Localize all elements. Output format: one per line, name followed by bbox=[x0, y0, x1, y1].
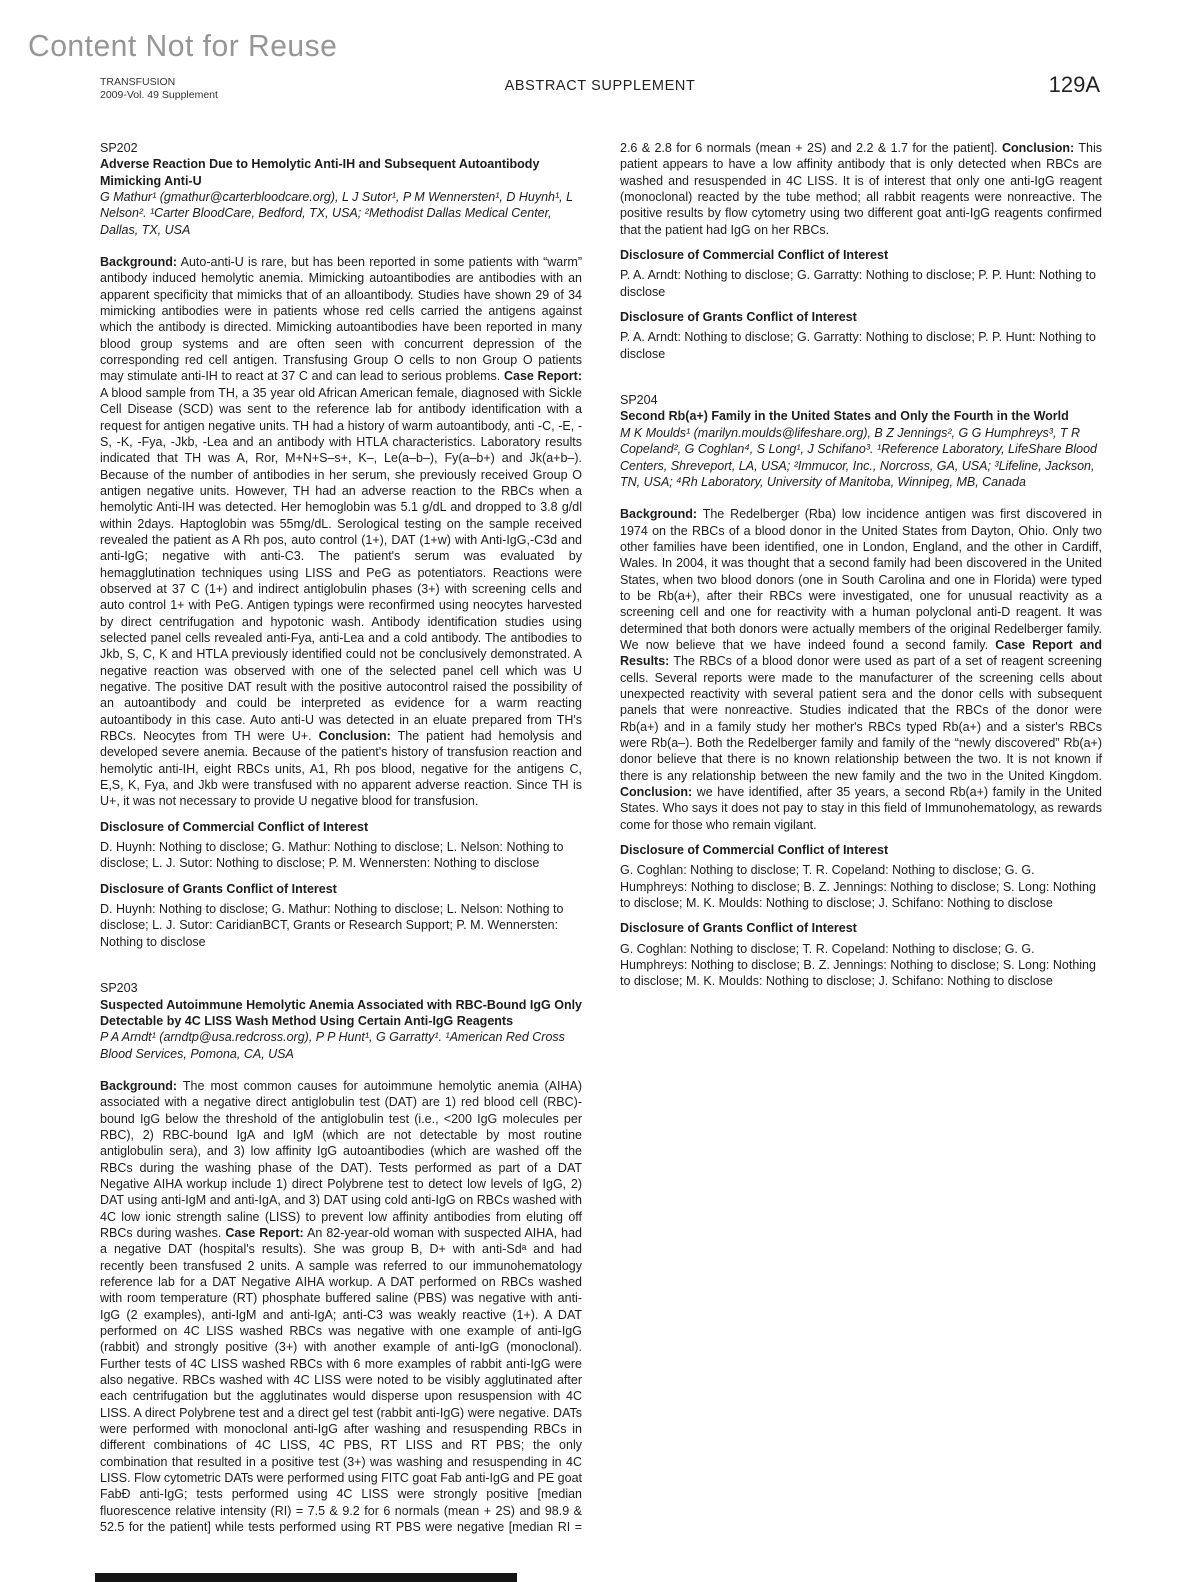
disclosure-grants bbox=[620, 309, 1102, 362]
running-head: ABSTRACT SUPPLEMENT bbox=[504, 78, 696, 94]
abstract-title: Suspected Autoimmune Hemolytic Anemia Associated with RBC-Bound IgG Only Detectable by 4C LISS Wash Method Using Certain Anti-IgG Reagents bbox=[100, 997, 583, 1028]
abstract-id: SP204 bbox=[620, 393, 658, 408]
abstract-id: SP202 bbox=[100, 141, 138, 155]
disclosure-heading: Disclosure of Commercial Conflict of Interest bbox=[100, 819, 369, 834]
disclosure-commercial bbox=[100, 819, 582, 872]
disclosure-text: P. A. Arndt: Nothing to disclose; G. Garratty: Nothing to disclose; P. P. Hunt: Nothing to disclose bbox=[620, 330, 1096, 361]
abstract-authors: P A Arndt¹ (arndtp@usa.redcross.org), P P Hunt¹, G Garratty¹. ¹American Red Cross Blood Services, Pomona, CA, USA bbox=[100, 1030, 565, 1061]
abstract-title: Second Rb(a+) Family in the United States and Only the Fourth in the World bbox=[620, 409, 1069, 424]
page-header bbox=[100, 72, 1100, 102]
disclosure-text: G. Coghlan: Nothing to disclose; T. R. Copeland: Nothing to disclose; G. G. Humphreys: Nothing to disclose; B. Z. Jennings: Nothing to disclose; S. Long: Nothing to disclose; M. K. Moulds: Nothing to disclose; J. Schifano: Nothing to disclose bbox=[620, 863, 1096, 911]
journal-volume: 2009-Vol. 49 Supplement bbox=[100, 89, 218, 101]
abstracts-content bbox=[100, 140, 1102, 1548]
disclosure-heading: Disclosure of Grants Conflict of Interest bbox=[620, 310, 857, 325]
abstract-id: SP203 bbox=[100, 981, 138, 996]
abstract-authors: M K Moulds¹ (marilyn.moulds@lifeshare.org), B Z Jennings², G G Humphreys³, T R Copeland², G Coghlan⁴, S Long¹, J Schifano³. ¹Reference Laboratory, LifeShare Blood Centers, Shreveport, LA, USA; ²Immucor, Inc., Norcross, GA, USA; ³Lifeline, Jackson, TN, USA; ⁴Rh Laboratory, University of Manitoba, Winnipeg, MB, Canada bbox=[620, 425, 1097, 489]
disclosure-commercial bbox=[620, 247, 1102, 300]
abstract-header bbox=[100, 140, 582, 238]
disclosure-heading: Disclosure of Grants Conflict of Interest bbox=[620, 921, 857, 936]
disclosure-commercial bbox=[620, 842, 1102, 911]
disclosure-text: D. Huynh: Nothing to disclose; G. Mathur: Nothing to disclose; L. Nelson: Nothing to disclose; L. J. Sutor: CaridianBCT, Grants or Research Support; P. M. Wennersten: Nothing to disclose bbox=[100, 902, 564, 949]
disclosure-text: D. Huynh: Nothing to disclose; G. Mathur: Nothing to disclose; L. Nelson: Nothing to disclose; L. J. Sutor: Nothing to disclose; P. M. Wennersten: Nothing to disclose bbox=[100, 840, 564, 871]
disclosure-text: P. A. Arndt: Nothing to disclose; G. Garratty: Nothing to disclose; P. P. Hunt: Nothing to disclose bbox=[620, 268, 1096, 299]
redaction-bar bbox=[95, 1573, 517, 1582]
abstract-sp204 bbox=[620, 392, 1102, 990]
disclosure-grants bbox=[620, 920, 1102, 989]
disclosure-heading: Disclosure of Commercial Conflict of Interest bbox=[620, 843, 889, 858]
disclosure-heading: Disclosure of Grants Conflict of Interest bbox=[100, 881, 337, 896]
page-number: 129A bbox=[1048, 72, 1100, 97]
abstract-body: Background: Auto-anti-U is rare, but has been reported in some patients with “warm” antibody induced hemolytic anemia. Mimicking autoantibodies are antibodies with an apparent specificity that mimicks that of an alloantibody. Studies have shown 29 of 34 mimicking antibodies were in patients whose red cells carried the antigens against which the antibody is directed. Mimicking autoantibodies have been reported in many blood group systems and are often seen with concurrent depression of the corresponding red cell antigen. Transfusing Group O cells to non Group O patients may stimulate anti-IH to react at 37 C and can lead to serious problems. Case Report: A blood sample from TH, a 35 year old African American female, diagnosed with Sickle Cell Disease (SCD) was sent to the reference lab for antibody identification with a request for antigen negative units. TH had a history of warm autoantibody, anti -C, -E, -S, -K, -Fya, -Jkb, -Lea and an antibody with HTLA characteristics. Laboratory results indicated that TH was A, Ror, M+N+S–s+, K–, Le(a–b–), Fy(a–b+) and Jk(a+b–). Because of the number of antibodies in her serum, she previously received Group O antigen negative units. However, TH had an adverse reaction to the RBCs when a hemolytic Anti-IH was detected. Her hemoglobin was 5.1 g/dL and dropped to 3.8 g/dl within 2days. Haptoglobin was 55mg/dL. Serological testing on the sample received revealed the patient as A Rh pos, auto control (1+), DAT (1+w) with Anti-IgG,-C3d and anti-IgG; negative with anti-C3. The patient's serum was evaluated by hemagglutination techniques using LISS and PeG as potentiators. Reactions were observed at 37 C (1+) and indirect antiglobulin phases (3+) with screening cells and auto control 1+ with PeG. Antigen typings were reconfirmed using neocytes harvested by direct centrifugation and hypotonic wash. Antibody identification studies using selected panel cells revealed anti-Fya, anti-Lea and a cold antibody. The antibodies to Jkb, S, C, K and HTLA previously identified could not be conclusively demonstrated. A negative reaction was observed with one of the selected panel cell which was U negative. The positive DAT result with the positive autocontrol raised the possibility of an autoantibody and could be interpreted as evidence for a warm reacting autoantibody in this case. Auto anti-U was detected in an eluate prepared from TH's RBCs. Neocytes from TH were U+. Conclusion: The patient had hemolysis and developed severe anemia. Because of the patient's history of transfusion reaction and hemolytic anti-IH, eight RBCs units, A1, Rh pos blood, negative for the antigens C, E,S, K, Fya, and Jkb were transfused with no apparent adverse reaction. Since TH is U+, it was not necessary to provide U negative blood for transfusion. bbox=[100, 255, 583, 809]
abstract-body: Background: The most common causes for autoimmune hemolytic anemia (AIHA) associated with a negative direct antiglobulin test (DAT) are 1) red blood cell (RBC)-bound IgG below the threshold of the antiglobulin test (i.e., <200 IgG molecules per RBC), 2) RBC-bound IgA and IgM (which are not detectable by most routine antiglobulin sera), and 3) low affinity IgG autoantibodies (which are washed off the RBCs during the washing phase of the DAT). Tests performed as part of a DAT Negative AIHA workup include 1) direct Polybrene test to detect low levels of IgG, 2) DAT using anti-IgM and anti-IgA, and 3) DAT using cold anti-IgG on RBCs washed with 4C low ionic strength saline (LISS) to prevent low affinity antibodies from eluting off RBCs during washes. Case Report: An 82-year-old woman with suspected AIHA, had a negative DAT (hospital's results). She was group B, D+ with anti-Sdᵃ and had recently been transfused 2 units. A sample was referred to our immunohematology reference lab for a DAT Negative AIHA workup. A DAT performed on RBCs washed with room temperature (RT) phosphate buffered saline (PBS) was negative with anti-IgG (2 examples), anti-IgM and anti-IgA; anti-C3 was weakly reactive (1+). A DAT performed on 4C LISS washed RBCs was negative with one example of anti-IgG (rabbit) and strongly positive (3+) with another example of anti-IgG (monoclonal). Further tests of 4C LISS washed RBCs with 6 more examples of rabbit anti-IgG were also negative. RBCs washed with 4C LISS were noted to be visibly agglutinated after each centrifugation but the agglutinates would disperse upon resuspension with 4C LISS. A direct Polybrene test and a direct gel test (rabbit anti-IgG) were negative. DATs were performed with monoclonal anti-IgG after washing and resuspending RBCs in different combinations of 4C LISS, 4C PBS, RT LISS and RT PBS; the only combination that resulted in a positive test (3+) was washing and resuspending in 4C LISS. Flow cytometric DATs were performed using FITC goat Fab anti-IgG and PE goat FabÐ anti-IgG; tests performed using 4C LISS were strongly positive [median fluorescence relative intensity (RI) = 7.5 & 9.2 for 6 normals (mean + 2S) and 98.9 & 52.5 for the patient] while tests performed using RT PBS were negative [median RI = 2.6 & 2.8 for 6 normals (mean + 2S) and 2.2 & 1.7 for the patient]. Conclusion: This patient appears to have a low affinity antibody that is only detected when RBCs are washed and resuspended in 4C LISS. It is of interest that only one anti-IgG reagent (monoclonal) reacted by the tube method; all rabbit reagents were nonreactive. The positive results by flow cytometry using two different goat anti-IgG reagents confirmed that the patient had IgG on her RBCs. bbox=[100, 141, 1102, 1535]
abstract-body: Background: The Redelberger (Rba) low incidence antigen was first discovered in 1974 on the RBCs of a blood donor in the United States from Dayton, Ohio. Only two other families have been identified, one in London, England, and the other in Cardiff, Wales. In 2004, it was thought that a second family had been discovered in the United States, when two blood donors (one in South Carolina and one in Florida) were typed to be Rb(a+), after their RBCs were investigated, one for unusual reactivity as a screening cell and one for reactivity with a human polyclonal anti-D reagent. It was determined that both donors were actually members of the original Redelberger family. We now believe that we have indeed found a second family. Case Report and Results: The RBCs of a blood donor were used as part of a set of reagent screening cells. Several reports were made to the manufacturer of the screening cells about unexpected reactivity with several patient sera and the donor cells with subsequent panels that were nonreactive. Studies indicated that the RBCs of the donor were Rb(a+) and in a family study her mother's RBCs typed Rb(a+) and a sister's RBCs were Rb(a–). Both the Redelberger family and family of the “newly discovered” Rb(a+) donor believe that there is no known relationship between the two. It is not known if there is any relationship between the new family and the two in the United Kingdom. Conclusion: we have identified, after 35 years, a second Rb(a+) family in the United States. Who says it does not pay to stay in this field of Immunohematology, as rewards come for those who remain vigilant. bbox=[620, 507, 1102, 832]
abstract-authors: G Mathur¹ (gmathur@carterbloodcare.org), L J Sutor¹, P M Wennersten¹, D Huynh¹, L Nelson². ¹Carter BloodCare, Bedford, TX, USA; ²Methodist Dallas Medical Center, Dallas, TX, USA bbox=[100, 190, 573, 237]
watermark-text: Content Not for Reuse bbox=[28, 28, 338, 63]
journal-name: TRANSFUSION bbox=[100, 76, 176, 88]
abstract-sp202 bbox=[100, 140, 582, 950]
disclosure-heading: Disclosure of Commercial Conflict of Interest bbox=[620, 248, 889, 263]
journal-info bbox=[100, 76, 400, 102]
abstract-header bbox=[620, 392, 1102, 490]
disclosure-grants bbox=[100, 881, 582, 950]
abstract-header bbox=[100, 980, 582, 1062]
disclosure-text: G. Coghlan: Nothing to disclose; T. R. Copeland: Nothing to disclose; G. G. Humphreys: Nothing to disclose; B. Z. Jennings: Nothing to disclose; S. Long: Nothing to disclose; M. K. Moulds: Nothing to disclose; J. Schifano: Nothing to disclose bbox=[620, 941, 1096, 989]
abstract-title: Adverse Reaction Due to Hemolytic Anti-IH and Subsequent Autoantibody Mimicking Anti-U bbox=[100, 157, 540, 188]
